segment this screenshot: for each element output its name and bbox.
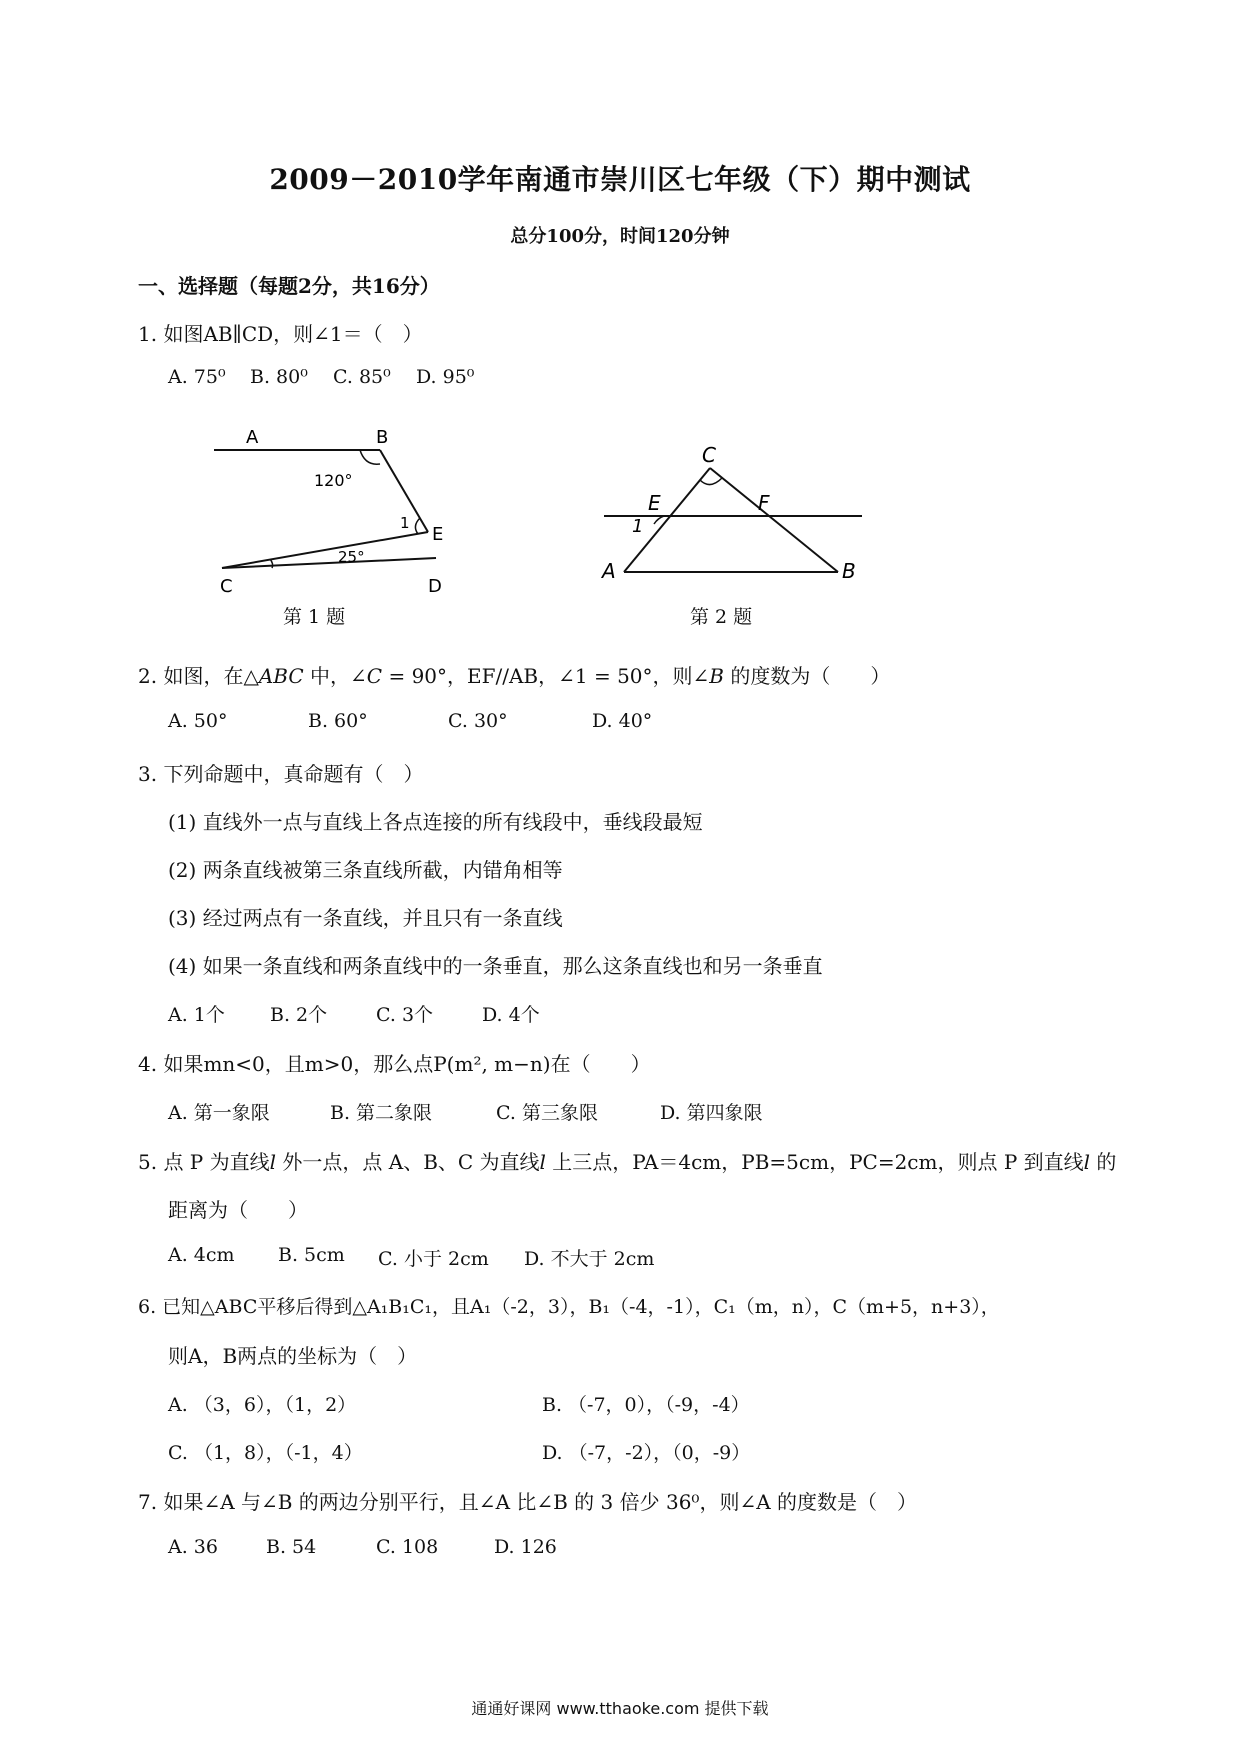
q5-text-1: 5. 点 P 为直线 [138,1150,270,1174]
right-angle-c [700,478,722,485]
label-a: A [602,559,616,583]
q4-option-a: A. 第一象限 [168,1102,270,1124]
figure-1-caption: 第 1 题 [283,606,346,628]
q3-item-2: (2) 两条直线被第三条直线所截，内错角相等 [168,858,563,882]
q2-angle-b: B [709,664,724,688]
label-c: C [220,576,233,597]
q4-option-b: B. 第二象限 [330,1102,433,1124]
q2-option-d: D. 40° [592,710,653,732]
line-cb [710,468,838,572]
label-e: E [432,524,444,545]
page-title: 2009－2010学年南通市崇川区七年级（下）期中测试 [269,163,971,196]
question-1-stem: 1. 如图AB∥CD，则∠1＝（ ） [138,322,423,346]
q6-option-d: D. （-7，-2），（0，-9） [542,1442,751,1464]
question-5-stem [138,1146,1116,1175]
page-footer: 通通好课网 www.tthaoke.com 提供下载 [471,1699,769,1718]
label-e: E [648,491,661,515]
q2-text-4: 的度数为（ ） [723,664,891,688]
angle-1-arc [415,518,420,534]
question-6-stem: 6. 已知△ABC平移后得到△A₁B₁C₁，且A₁（-2，3），B₁（-4，-1），C₁（m，n），C（m+5，n+3）， [138,1296,1000,1318]
q6-option-c: C. （1，8），（-1，4） [168,1442,363,1464]
q3-item-4: (4) 如果一条直线和两条直线中的一条垂直，那么这条直线也和另一条垂直 [168,954,823,978]
q5-option-c: C. 小于 2cm [378,1248,489,1270]
q2-text-2: 中，∠ [303,664,367,688]
q2-option-b: B. 60° [308,710,368,732]
q5-line-l-1: l [269,1150,277,1174]
q6-option-b: B. （-7，0），（-9，-4） [542,1394,750,1416]
label-c: C [702,443,716,467]
q5-line-l-3: l [1083,1150,1091,1174]
label-angle-25: 25° [338,548,365,566]
q7-option-b: B. 54 [266,1536,317,1558]
q2-angle-c: C [366,664,383,688]
label-angle-120: 120° [314,471,353,490]
page-subtitle: 总分100分，时间120分钟 [510,226,730,247]
q7-option-c: C. 108 [376,1536,439,1558]
label-a: A [246,427,259,448]
angle-120-arc [360,450,380,464]
q3-option-c: C. 3个 [376,1004,434,1026]
figure-2 [596,440,872,590]
q5-option-a: A. 4cm [168,1244,235,1266]
q3-option-a: A. 1个 [168,1004,225,1026]
q5-text-3: 上三点，PA＝4cm，PB=5cm，PC=2cm，则点 P 到直线 [545,1150,1084,1174]
label-d: D [428,576,442,597]
question-3-stem: 3. 下列命题中，真命题有（ ） [138,762,424,786]
label-b: B [842,559,856,583]
q5-option-d: D. 不大于 2cm [524,1248,655,1270]
q2-triangle-name: ABC [258,664,304,688]
label-angle-1: 1 [632,516,644,537]
q3-item-3: (3) 经过两点有一条直线，并且只有一条直线 [168,906,563,930]
q1-option-b: B. 80⁰ [250,366,308,388]
q4-option-d: D. 第四象限 [660,1102,763,1124]
angle-1-arc [654,516,664,524]
q1-option-a: A. 75⁰ [168,366,226,388]
label-f: F [758,491,770,515]
q3-item-1: (1) 直线外一点与直线上各点连接的所有线段中，垂线段最短 [168,810,703,834]
q5-option-b: B. 5cm [278,1244,345,1266]
q7-option-a: A. 36 [168,1536,218,1558]
q1-option-d: D. 95⁰ [416,366,475,388]
q5-text-2: 外一点，点 A、B、C 为直线 [276,1150,540,1174]
q5-line-l-2: l [539,1150,546,1174]
figure-1 [200,418,460,598]
label-b: B [376,427,389,448]
q7-option-d: D. 126 [494,1536,557,1558]
q3-option-d: D. 4个 [482,1004,540,1026]
question-7-stem: 7. 如果∠A 与∠B 的两边分别平行，且∠A 比∠B 的 3 倍少 36⁰，则∠A 的度数是（ ） [138,1490,918,1514]
label-angle-1: 1 [400,514,410,532]
q6-option-a: A. （3，6），（1，2） [168,1394,357,1416]
question-4-stem: 4. 如果mn<0，且m>0，那么点P(m², m−n)在（ ） [138,1052,651,1076]
question-2-stem [138,660,890,689]
q5-stem-line-2: 距离为（ ） [168,1198,308,1222]
q2-option-a: A. 50° [168,710,228,732]
q6-stem-line-2: 则A，B两点的坐标为（ ） [168,1344,418,1368]
q2-text-3: = 90°，EF//AB，∠1 = 50°，则∠ [382,664,710,688]
q5-text-4: 的 [1090,1150,1117,1174]
q2-option-c: C. 30° [448,710,508,732]
section-heading: 一、选择题（每题2分，共16分） [138,274,440,298]
q1-option-c: C. 85⁰ [333,366,391,388]
figure-2-caption: 第 2 题 [690,606,753,628]
q2-text-1: 2. 如图，在△ [138,664,259,688]
q3-option-b: B. 2个 [270,1004,328,1026]
q4-option-c: C. 第三象限 [496,1102,598,1124]
